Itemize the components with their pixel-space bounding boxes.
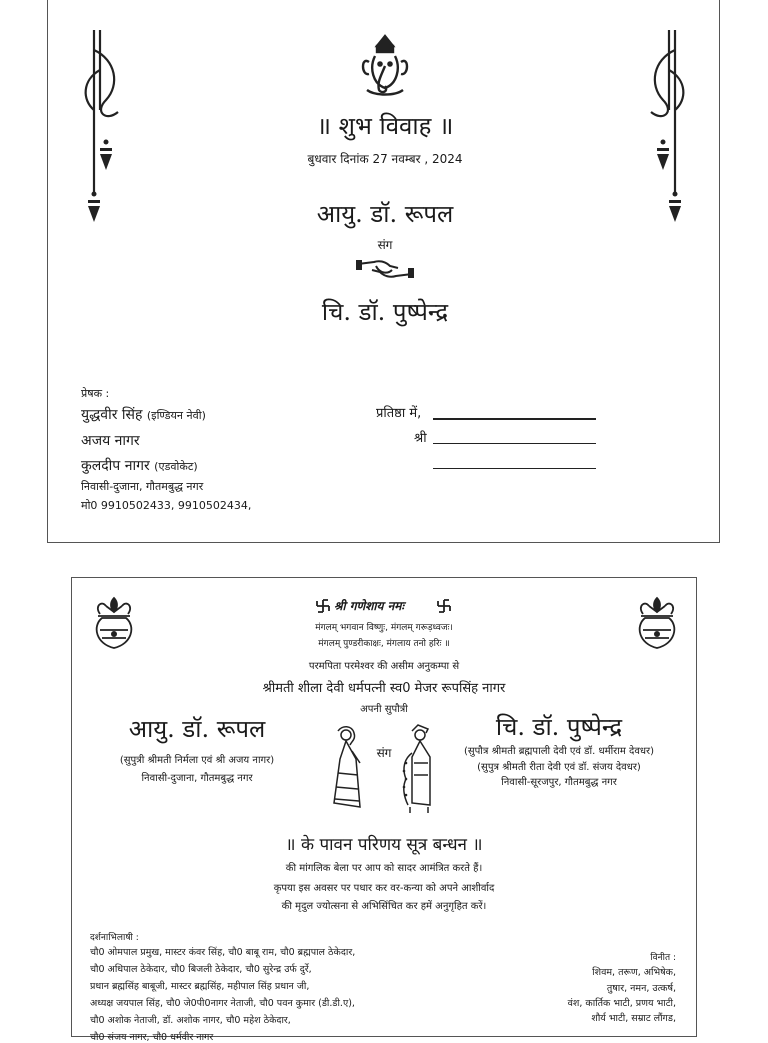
darshan-line: अध्यक्ष जयपाल सिंह, चौ0 जे0पी0नागर नेताजी, चौ0 पवन कुमार (डी.डी.ए), <box>90 998 355 1009</box>
invitation-card-front <box>47 0 720 543</box>
groom-name-inner: चि. डॉ. पुष्पेन्द्र <box>495 713 623 741</box>
groom-name: चि. डॉ. पुष्पेन्द्र <box>321 298 449 326</box>
shri-label: श्री <box>414 431 427 446</box>
sender-3-note: (एडवोकेट) <box>154 460 198 473</box>
hanging-bell-ornament-icon-right <box>633 30 693 230</box>
groom-grandparents: (सुपौत्र श्रीमती ब्रह्मपाली देवी एवं डॉ. धर्मीराम देवधर) <box>463 746 655 757</box>
swastika-icon-left <box>316 599 330 613</box>
sender-1-name: युद्धवीर सिंह <box>81 407 143 423</box>
groom-residence: निवासी-सूरजपुर, गौतमबुद्ध नगर <box>501 777 617 788</box>
swastika-icon-right <box>437 599 451 613</box>
ceremony-heading: ॥ के पावन परिणय सूत्र बन्धन ॥ <box>285 835 483 855</box>
bride-parents: (सुपुत्री श्रीमती निर्मला एवं श्री अजय नागर) <box>119 755 275 766</box>
sender-1 <box>81 405 206 424</box>
bride-groom-illustration <box>326 723 446 815</box>
address-line-1 <box>433 418 596 420</box>
vinit-line: शिवम, तरूण, अभिषेक, <box>592 967 676 978</box>
sender-2-name: अजय नागर <box>81 433 140 449</box>
with-label: संग <box>377 238 393 252</box>
bride-name-inner: आयु. डॉ. रूपल <box>128 715 266 743</box>
to-label: प्रतिष्ठा में, <box>376 406 422 421</box>
wedding-date: बुधवार दिनांक 27 नवम्बर , 2024 <box>307 152 463 166</box>
darshan-line: चौ0 अधिपाल ठेकेदार, चौ0 बिजली ठेकेदार, चौ0 सुरेन्द्र उर्फ दुर्रे, <box>90 964 312 975</box>
darshan-line: चौ0 ओमपाल प्रमुख, मास्टर कंवर सिंह, चौ0 बाबू राम, चौ0 ब्रह्मपाल ठेकेदार, <box>90 947 356 958</box>
kalash-icon-left <box>92 596 136 652</box>
kalash-icon-right <box>635 596 679 652</box>
groom-parents: (सुपुत्र श्रीमती रीता देवी एवं डॉ. संजय देवधर) <box>477 762 641 773</box>
mantra-line-1: मंगलम् भगवान विष्णुः, मंगलम् गरूड़ध्वजः। <box>315 623 453 633</box>
darshan-line: प्रधान ब्रह्मसिंह बाबूजी, मास्टर ब्रह्मसिंह, महीपाल सिंह प्रधान जी, <box>90 981 310 992</box>
sender-mobile: मो0 9910502433, 9910502434, <box>81 499 252 512</box>
sender-2 <box>81 431 140 450</box>
bride-residence: निवासी-दुजाना, गौतमबुद्ध नगर <box>141 773 253 784</box>
sender-3 <box>81 456 198 475</box>
granddaughter-label: अपनी सुपौत्री <box>360 704 408 715</box>
invite-line-3: की मृदुल ज्योत्सना से अभिसिंचित कर हमें अनुगृहित करें। <box>281 901 487 912</box>
address-line-2 <box>433 443 596 444</box>
holding-hands-icon <box>356 254 414 284</box>
address-line-3 <box>433 468 596 469</box>
invite-line-1: की मांगलिक बेला पर आप को सादर आमंत्रित करते हैं। <box>285 863 483 874</box>
vinit-label: विनीत : <box>650 953 676 963</box>
parents-line: श्रीमती शीला देवी धर्मपत्नी स्व0 मेजर रूपसिंह नागर <box>262 681 506 696</box>
darshan-line: चौ0 संजय नागर, चौ0 धर्मवीर नागर <box>90 1032 214 1043</box>
shubh-vivah-heading: ॥ शुभ विवाह ॥ <box>316 112 454 140</box>
sender-residence: निवासी-दुजाना, गौतमबुद्ध नगर <box>81 480 204 493</box>
blessing-line: परमपिता परमेश्वर की असीम अनुकम्पा से <box>308 661 460 672</box>
mantra-line-2: मंगलम् पुण्डरीकाक्षः, मंगलाय तनो हरिः ॥ <box>318 639 450 649</box>
bride-name: आयु. डॉ. रूपल <box>316 200 454 228</box>
sender-3-name: कुलदीप नागर <box>81 458 150 474</box>
hanging-bell-ornament-icon-left <box>76 30 136 230</box>
vinit-line: तुषार, नमन, उत्कर्ष, <box>606 983 676 994</box>
darshan-label: दर्शनाभिलाषी : <box>90 933 139 943</box>
darshan-line: चौ0 अशोक नेताजी, डॉ. अशोक नागर, चौ0 महेश ठेकेदार, <box>90 1015 291 1026</box>
vinit-line: वंश, कार्तिक भाटी, प्रणय भाटी, <box>567 998 676 1009</box>
sender-1-note: (इण्डियन नेवी) <box>146 409 206 422</box>
invocation-row <box>316 597 451 615</box>
sender-label: प्रेषक : <box>81 387 110 400</box>
invocation-text: श्री गणेशाय नमः <box>334 599 404 613</box>
invite-line-2: कृपया इस अवसर पर पधार कर वर-कन्या को अपने आशीर्वाद <box>273 883 495 894</box>
invitation-card-inner <box>71 577 697 1043</box>
ganesha-icon <box>355 32 415 98</box>
vinit-line: शौर्य भाटी, सम्राट लौंगड, <box>591 1013 676 1024</box>
with-label-inner: संग <box>376 746 392 760</box>
